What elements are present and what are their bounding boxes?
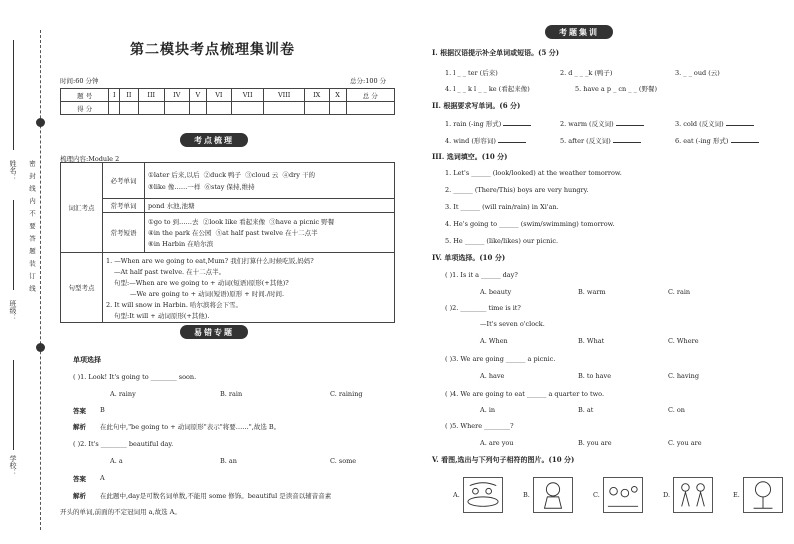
sentence-line: 句型:It will + 动词原形(+其他). — [114, 311, 210, 320]
part1-item[interactable]: 5. have a p _ cn _ _ (野餐) — [575, 85, 657, 93]
phrase-item: ⑥in Harbin 在哈尔滨 — [148, 240, 214, 248]
part4-heading: IV. 单项选择。(10 分) — [432, 253, 506, 262]
sentence-line: 句型:—When are we going to + 动词(短语)原形(+其他)? — [114, 278, 289, 287]
sentence-section-label: 句型考点 — [61, 253, 103, 323]
error-q2-opt[interactable]: B. an — [220, 457, 237, 465]
total-score: 总分:100 分 — [350, 77, 387, 85]
score-header-row — [61, 89, 395, 102]
error-heading: 单项选择 — [73, 355, 101, 364]
score-header-cell: IX — [304, 89, 329, 102]
phrase-item: ⑤at half past twelve 在十二点半 — [215, 229, 318, 237]
part2-item[interactable]: 3. cold (反义词) — [675, 119, 754, 128]
part4-question: ( )1. Is it a ______ day? — [445, 271, 518, 279]
vocab-section-label: 词汇考点 — [61, 163, 103, 253]
error-q1: ( )1. Look! It's going to ________ soon. — [73, 373, 197, 381]
score-header-cell: I — [109, 89, 120, 102]
score-header-cell: III — [138, 89, 164, 102]
part1-item[interactable]: 4. l _ _ k l _ _ ke (看起来像) — [445, 85, 530, 93]
part3-item[interactable]: 3. It ______ (will rain/rain) in Xi'an. — [445, 203, 559, 211]
answer-label: 答案 — [73, 475, 86, 483]
time-limit: 时间:60 分钟 — [60, 77, 99, 85]
sentence-line: —At half past twelve. 在十二点半。 — [114, 267, 226, 276]
answer-label: 答案 — [73, 407, 86, 415]
score-header-cell: IV — [164, 89, 189, 102]
section-banner-errors: 易错专题 — [180, 325, 248, 339]
common-word-label: 常考单词 — [103, 199, 145, 213]
score-header-cell: V — [189, 89, 206, 102]
school-label: 学校： — [9, 455, 17, 476]
part3-item[interactable]: 1. Let's ______ (look/looked) at the weather tomorrow. — [445, 169, 622, 177]
part4-option[interactable]: C. rain — [668, 288, 691, 296]
people-group-image — [604, 478, 642, 512]
name-field[interactable] — [13, 40, 14, 150]
binding-strip — [0, 0, 48, 544]
part3-item[interactable]: 2. ______ (There/This) boys are very hungry. — [445, 186, 589, 194]
score-header-cell: X — [329, 89, 346, 102]
part4-question: ( )3. We are going ______ a picnic. — [445, 355, 556, 363]
vocab-item: ⑤like 像……一样 — [148, 183, 201, 191]
seal-warning: 密封线内不要答题 — [28, 160, 36, 260]
family-image — [674, 478, 712, 512]
error-q1-opt[interactable]: A. rainy — [110, 390, 136, 398]
score-header-cell: VI — [206, 89, 231, 102]
error-q2: ( )2. It's ________ beautiful day. — [73, 440, 174, 448]
part2-item[interactable]: 2. warm (反义词) — [560, 119, 644, 128]
sentence-line: —We are going to + 动词(短语)原形 + 时间./时间. — [130, 289, 285, 298]
explain-label: 解析 — [73, 423, 86, 431]
part4-option[interactable]: C. having — [668, 372, 700, 380]
part4-question: ( )2. ________ time is it? — [445, 304, 521, 312]
phrase-item: ④in the park 在公园 — [148, 229, 212, 237]
picture-a[interactable] — [453, 477, 503, 513]
part4-option[interactable]: B. warm — [578, 288, 606, 296]
score-cell[interactable] — [304, 102, 329, 115]
part2-item[interactable]: 5. after (反义词) — [560, 136, 641, 145]
part4-option[interactable]: B. at — [578, 406, 594, 414]
score-cell[interactable] — [189, 102, 206, 115]
picnic-image — [464, 478, 502, 512]
part4-option[interactable]: B. What — [578, 337, 605, 345]
part4-option[interactable]: A. have — [480, 372, 505, 380]
part1-item[interactable]: 3. _ _ oud (云) — [675, 69, 720, 77]
picture-label: A. — [453, 491, 460, 499]
part3-heading: III. 选词填空。(10 分) — [432, 152, 508, 161]
score-row-label: 得 分 — [61, 102, 109, 115]
picture-label: B. — [523, 491, 530, 499]
binding-warning: 装订线 — [28, 260, 36, 298]
seal-line — [40, 30, 41, 530]
score-header-cell: II — [120, 89, 138, 102]
part5-heading: V. 看图,选出与下列句子相符的图片。(10 分) — [432, 455, 575, 464]
error-q2-explanation-cont: 开头的单词,前面的不定冠词用 a,故选 A。 — [60, 508, 181, 516]
school-field[interactable] — [13, 360, 14, 450]
part4-option[interactable]: C. on — [668, 406, 685, 414]
phrases-label: 常考短语 — [103, 213, 145, 253]
score-cell[interactable] — [138, 102, 164, 115]
score-cell[interactable] — [231, 102, 264, 115]
score-cell[interactable] — [264, 102, 304, 115]
part1-heading: I. 根据汉语提示补全单词或短语。(5 分) — [432, 48, 560, 57]
score-header-cell: 总 分 — [346, 89, 394, 102]
score-cell[interactable] — [346, 102, 394, 115]
picture-c[interactable] — [593, 477, 643, 513]
error-q1-explanation: 在此句中,"be going to + 动词原形"表示"将要……",故选 B。 — [100, 423, 281, 431]
class-label: 班级： — [9, 300, 17, 321]
part1-item[interactable]: 2. d _ _ _k (鸭子) — [560, 69, 613, 77]
picture-label: D. — [663, 491, 671, 499]
section-banner-practice: 考题集训 — [545, 25, 613, 39]
explain-label: 解析 — [73, 492, 86, 500]
part4-option[interactable]: B. you are — [578, 439, 612, 447]
must-words-label: 必考单词 — [103, 163, 145, 199]
error-q1-opt[interactable]: C. raining — [330, 390, 363, 398]
part4-option[interactable]: A. When — [480, 337, 508, 345]
part1-item[interactable]: 1. l _ _ ter (后来) — [445, 69, 498, 77]
part2-item[interactable]: 1. rain (-ing 形式) — [445, 119, 531, 128]
error-q2-explanation: 在此题中,day是可数名词单数,不能用 some 修饰。beautiful 是读音以辅音音素 — [100, 492, 332, 500]
part3-item[interactable]: 5. He ______ (like/likes) our picnic. — [445, 237, 559, 245]
binding-hole — [36, 343, 45, 352]
class-field[interactable] — [13, 200, 14, 290]
part4-option[interactable]: A. beauty — [480, 288, 512, 296]
vocab-item: ⑥stay 保持,维持 — [204, 183, 255, 191]
score-cell[interactable] — [109, 102, 120, 115]
part4-option[interactable]: C. you are — [668, 439, 702, 447]
common-word: pond 水池,池塘 — [145, 199, 395, 213]
score-row — [61, 102, 395, 115]
vocab-item: ④dry 干的 — [282, 171, 315, 179]
score-header-cell: VIII — [264, 89, 304, 102]
section-banner-review: 考点梳理 — [180, 133, 248, 147]
score-cell[interactable] — [206, 102, 231, 115]
vocab-item: ②duck 鸭子 — [203, 171, 242, 179]
review-table — [60, 162, 395, 323]
phrase-item: ①go to 到……去 — [148, 218, 199, 226]
binding-hole — [36, 118, 45, 127]
must-words-cell — [145, 163, 395, 199]
phrases-cell — [145, 213, 395, 253]
part4-option[interactable]: A. are you — [480, 439, 514, 447]
sentence-line: 2. It will snow in Harbin. 哈尔滨将会下雪。 — [106, 300, 242, 309]
review-scope: 梳理内容:Module 2 — [60, 155, 120, 163]
error-q2-opt[interactable]: C. some — [330, 457, 357, 465]
phrase-item: ③have a picnic 野餐 — [269, 218, 335, 226]
score-cell[interactable] — [164, 102, 189, 115]
part4-option[interactable]: C. Where — [668, 337, 699, 345]
error-q2-answer: A — [100, 474, 105, 482]
child-image — [534, 478, 572, 512]
picture-label: C. — [593, 491, 600, 499]
picture-label: E. — [733, 491, 740, 499]
score-cell[interactable] — [329, 102, 346, 115]
part4-question: ( )5. Where ________? — [445, 422, 514, 430]
part2-item[interactable]: 6. eat (-ing 形式) — [675, 136, 759, 145]
part2-item[interactable]: 4. wind (形容词) — [445, 136, 526, 145]
part4-option[interactable]: A. in — [480, 406, 496, 414]
sentence-cell — [103, 253, 395, 323]
phrase-item: ②look like 看起来像 — [202, 218, 266, 226]
error-q2-opt[interactable]: A. a — [110, 457, 123, 465]
error-q1-opt[interactable]: B. rain — [220, 390, 243, 398]
error-q1-answer: B — [100, 406, 105, 414]
part4-question: ( )4. We are going to eat ______ a quarter to two. — [445, 390, 605, 398]
score-header-cell: VII — [231, 89, 264, 102]
score-header-cell: 题 号 — [61, 89, 109, 102]
name-label: 姓名： — [9, 160, 17, 181]
picture-e[interactable] — [733, 477, 783, 513]
part3-item[interactable]: 4. He's going to ______ (swim/swimming) tomorrow. — [445, 220, 615, 228]
picture-d[interactable] — [663, 477, 713, 513]
sentence-line: 1. —When are we going to eat,Mum? 我们打算什么时候吃饭,妈妈? — [106, 256, 314, 265]
vocab-item: ①later 后来,以后 — [148, 171, 200, 179]
part4-option[interactable]: B. to have — [578, 372, 612, 380]
part2-heading: II. 根据要求写单词。(6 分) — [432, 101, 521, 110]
score-cell[interactable] — [120, 102, 138, 115]
score-table — [60, 88, 395, 115]
vocab-item: ③cloud 云 — [245, 171, 279, 179]
tree-image — [744, 478, 782, 512]
page-title: 第二模块考点梳理集训卷 — [130, 42, 295, 58]
picture-b[interactable] — [523, 477, 573, 513]
part4-question-reply: —It's seven o'clock. — [480, 320, 545, 328]
